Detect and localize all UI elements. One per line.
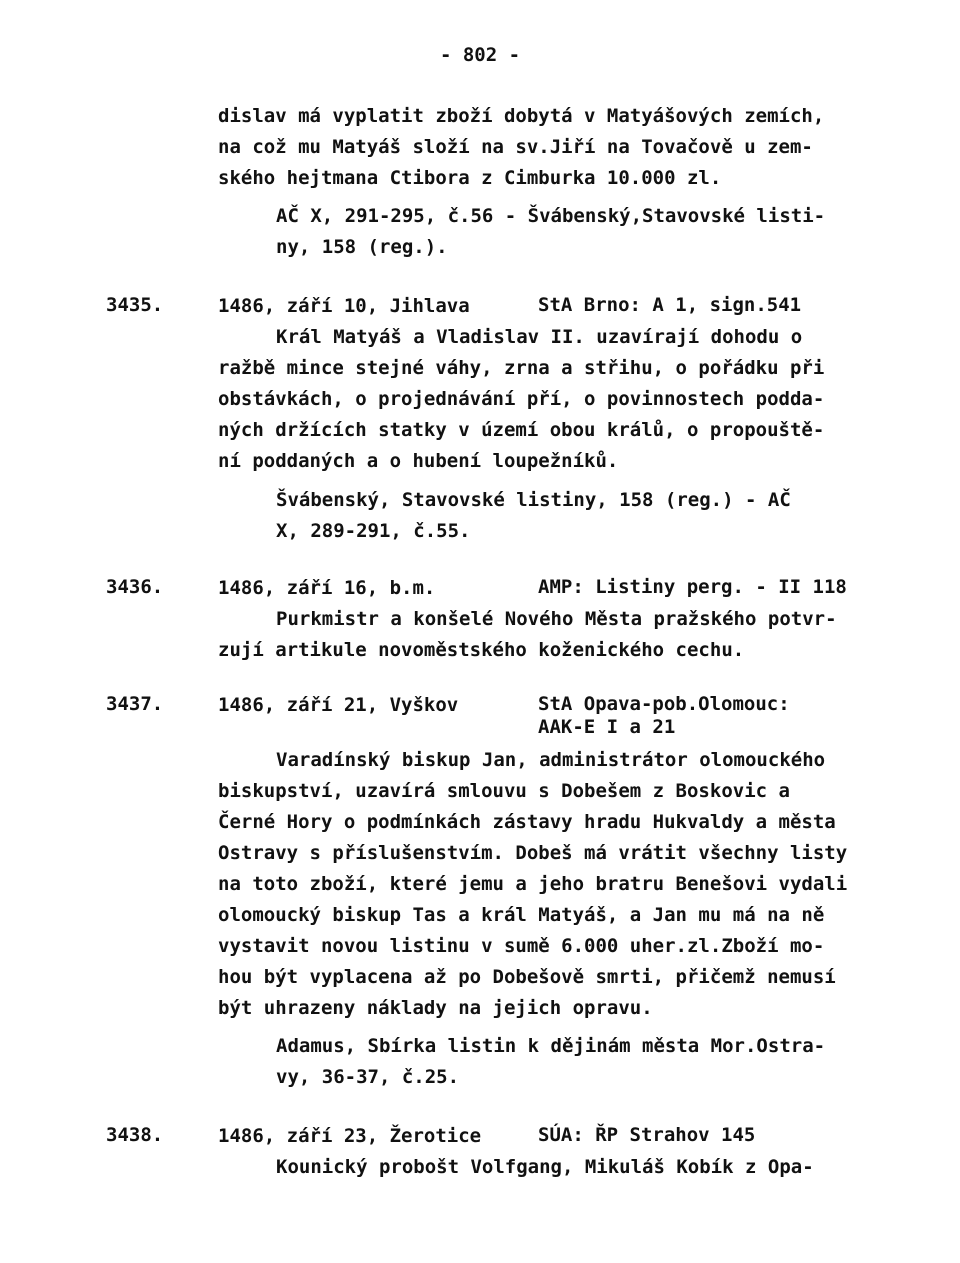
entry-ref-line: vy, 36-37, č.25.	[276, 1066, 460, 1088]
entry-ref-line: X, 289-291, č.55.	[276, 520, 471, 542]
entry-number: 3436.	[106, 576, 164, 598]
entry-number: 3438.	[106, 1124, 164, 1146]
entry-text-line: zují artikule novoměstského koženického cechu.	[218, 639, 745, 661]
intro-ref-line: ny, 158 (reg.).	[276, 236, 448, 258]
entry-text-line: ní poddaných a o hubení loupežníků.	[218, 450, 619, 472]
intro-line: na což mu Matyáš složí na sv.Jiří na Tovačově u zem-	[218, 136, 813, 158]
entry-text-line: Purkmistr a konšelé Nového Města pražského potvr-	[276, 608, 837, 630]
intro-line: dislav má vyplatit zboží dobytá v Matyášových zemích,	[218, 105, 825, 127]
entry-text-line: hou být vyplacena až po Dobešově smrti, přičemž nemusí	[218, 966, 836, 988]
entry-text-line: olomoucký biskup Tas a král Matyáš, a Jan mu má na ně	[218, 904, 825, 926]
entry-header: 1486, září 16, b.m.	[218, 577, 436, 599]
entry-text-line: Černé Hory o podmínkách zástavy hradu Hukvaldy a města	[218, 811, 836, 833]
intro-line: ského hejtmana Ctibora z Cimburka 10.000 zl.	[218, 167, 722, 189]
entry-header: 1486, září 23, Žerotice	[218, 1125, 482, 1147]
entry-number: 3437.	[106, 693, 164, 715]
entry-text-line: vystavit novou listinu v sumě 6.000 uher.zl.Zboží mo-	[218, 935, 825, 957]
entry-text-line: Varadínský biskup Jan, administrátor olomouckého	[276, 749, 826, 771]
entry-text-line: ných držících statky v území obou králů, o propouště-	[218, 419, 825, 441]
entry-header: 1486, září 10, Jihlava	[218, 295, 470, 317]
entry-ref-line: Adamus, Sbírka listin k dějinám města Mor.Ostra-	[276, 1035, 826, 1057]
entry-header: 1486, září 21, Vyškov	[218, 694, 459, 716]
entry-archive: StA Opava-pob.Olomouc:	[538, 693, 790, 715]
entry-text-line: obstávkách, o projednávání pří, o povinnostech podda-	[218, 388, 825, 410]
entry-number: 3435.	[106, 294, 164, 316]
entry-text-line: být uhrazeny náklady na jejich opravu.	[218, 997, 653, 1019]
entry-text-line: Kounický probošt Volfgang, Mikuláš Kobík z Opa-	[276, 1156, 814, 1178]
entry-archive: AMP: Listiny perg. - II 118	[538, 576, 847, 598]
entry-text-line: ražbě mince stejné váhy, zrna a střihu, o pořádku při	[218, 357, 825, 379]
page-number: - 802 -	[439, 44, 521, 66]
entry-archive: SÚA: ŘP Strahov 145	[538, 1124, 756, 1146]
entry-archive: AAK-E I a 21	[538, 716, 676, 738]
entry-text-line: biskupství, uzavírá smlouvu s Dobešem z Boskovic a	[218, 780, 790, 802]
entry-archive: StA Brno: A 1, sign.541	[538, 294, 802, 316]
entry-ref-line: Švábenský, Stavovské listiny, 158 (reg.) - AČ	[276, 489, 791, 511]
entry-text-line: Ostravy s příslušenstvím. Dobeš má vrátit všechny listy	[218, 842, 848, 864]
entry-text-line: na toto zboží, které jemu a jeho bratru Benešovi vydali	[218, 873, 848, 895]
entry-text-line: Král Matyáš a Vladislav II. uzavírají dohodu o	[276, 326, 803, 348]
intro-ref-line: AČ X, 291-295, č.56 - Švábenský,Stavovské listi-	[276, 205, 826, 227]
